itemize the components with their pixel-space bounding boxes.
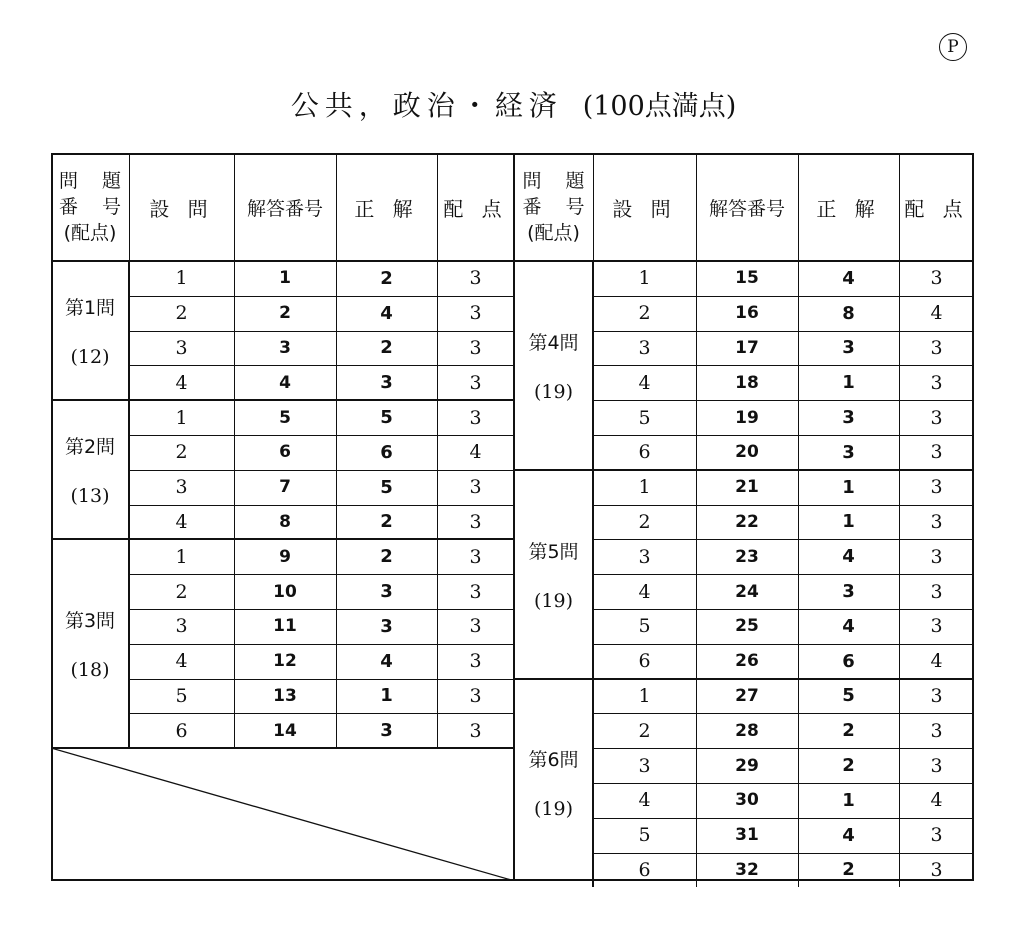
cell-points: 3 [469,650,482,673]
title-text: 公共，政治・経済 [290,89,563,122]
cell-question-number: 4 [638,371,651,394]
group-divider [514,469,974,471]
empty-area-diagonal [51,748,514,881]
cell-points: 3 [469,580,482,603]
cell-points: 3 [930,824,943,847]
group-label-right-1 [514,261,593,470]
cell-points: 3 [469,336,482,359]
row-line [593,853,974,854]
cell-answer-number: 17 [735,337,759,358]
group-label-left-2 [51,400,129,539]
cell-correct-answer: 6 [842,650,855,672]
cell-answer-number: 21 [735,477,759,498]
row-line [129,435,514,436]
cell-answer-number: 8 [279,511,291,532]
group-points: (18) [70,659,110,682]
header-col-line [593,153,594,261]
cell-answer-number: 30 [735,790,759,811]
cell-points: 3 [930,615,943,638]
cell-question-number: 3 [175,336,188,359]
header-col-line [437,153,438,261]
cell-points: 3 [930,545,943,568]
row-line [129,331,514,332]
group-divider [514,678,974,680]
cell-correct-answer: 3 [380,720,393,742]
header-left-points: 配 点 [443,196,508,221]
cell-answer-number: 4 [279,372,291,393]
cell-question-number: 3 [638,336,651,359]
cell-question-number: 6 [638,441,651,464]
cell-points: 4 [469,441,482,464]
row-line [593,331,974,332]
cell-correct-answer: 5 [380,407,393,429]
cell-points: 3 [930,476,943,499]
diagonal-line [51,748,514,881]
cell-question-number: 1 [638,476,651,499]
cell-question-number: 6 [175,719,188,742]
cell-question-number: 3 [638,754,651,777]
cell-answer-number: 25 [735,616,759,637]
cell-correct-answer: 2 [380,546,393,568]
cell-correct-answer: 1 [380,685,393,707]
cell-points: 3 [469,406,482,429]
group-name: 第6問 [528,749,579,772]
row-line [593,400,974,401]
cell-question-number: 4 [175,650,188,673]
cell-answer-number: 12 [273,651,297,672]
cell-correct-answer: 4 [842,546,855,568]
header-number_line1: 問 題 [58,170,131,192]
row-line [129,505,514,506]
header-number_line2: 番 号 [58,196,131,218]
row-line [593,435,974,436]
cell-correct-answer: 1 [842,511,855,533]
row-line [593,609,974,610]
cell-correct-answer: 4 [842,615,855,637]
cell-points: 3 [469,302,482,325]
group-points: (12) [70,346,110,369]
cell-question-number: 3 [175,476,188,499]
page-title [0,84,1027,128]
row-line [593,539,974,540]
cell-question-number: 1 [175,406,188,429]
group-divider [51,399,514,401]
cell-correct-answer: 4 [842,267,855,289]
cell-correct-answer: 1 [842,476,855,498]
row-line [129,296,514,297]
cell-question-number: 2 [638,719,651,742]
cell-question-number: 2 [175,441,188,464]
cell-correct-answer: 5 [380,476,393,498]
cell-answer-number: 16 [735,303,759,324]
header-right-question: 設 問 [612,196,677,221]
cell-correct-answer: 2 [380,511,393,533]
cell-correct-answer: 1 [842,789,855,811]
cell-question-number: 4 [638,580,651,603]
row-line [593,365,974,366]
cell-question-number: 4 [638,789,651,812]
cell-correct-answer: 6 [380,441,393,463]
cell-question-number: 2 [638,510,651,533]
header-col-line [696,153,697,261]
cell-answer-number: 14 [273,720,297,741]
cell-points: 3 [930,267,943,290]
cell-correct-answer: 2 [842,720,855,742]
cell-answer-number: 26 [735,651,759,672]
cell-correct-answer: 4 [380,650,393,672]
cell-answer-number: 24 [735,581,759,602]
group-points: (19) [533,589,573,612]
cell-answer-number: 32 [735,859,759,880]
header-right-correct: 正 解 [816,196,881,221]
cell-answer-number: 31 [735,825,759,846]
cell-answer-number: 19 [735,407,759,428]
cell-answer-number: 29 [735,755,759,776]
group-name: 第4問 [528,331,579,354]
row-line [593,713,974,714]
cell-question-number: 4 [175,510,188,533]
cell-correct-answer: 4 [380,302,393,324]
cell-question-number: 1 [638,267,651,290]
title-points: (100点満点) [582,91,737,122]
cell-question-number: 1 [175,545,188,568]
cell-correct-answer: 3 [380,581,393,603]
cell-points: 3 [930,336,943,359]
cell-question-number: 5 [638,824,651,847]
cell-answer-number: 23 [735,546,759,567]
answer-table [51,153,974,881]
cell-points: 3 [930,719,943,742]
cell-points: 3 [469,545,482,568]
cell-points: 3 [469,476,482,499]
cell-answer-number: 27 [735,685,759,706]
cell-points: 3 [930,441,943,464]
group-name: 第5問 [528,540,579,563]
cell-points: 3 [469,684,482,707]
group-label-left-3 [51,539,129,748]
cell-points: 4 [930,302,943,325]
row-line [593,574,974,575]
cell-correct-answer: 3 [842,407,855,429]
row-line [593,783,974,784]
header-number_line2: 番 号 [522,196,594,218]
row-line [129,713,514,714]
group-name: 第2問 [64,436,116,459]
cell-answer-number: 28 [735,720,759,741]
cell-correct-answer: 4 [842,824,855,846]
cell-question-number: 4 [175,371,188,394]
row-line [593,818,974,819]
header-number_line1: 問 題 [522,170,594,192]
cell-answer-number: 10 [273,581,297,602]
cell-correct-answer: 1 [842,372,855,394]
cell-question-number: 5 [638,615,651,638]
cell-points: 3 [469,615,482,638]
cell-correct-answer: 2 [842,859,855,881]
group-name: 第3問 [64,610,116,633]
cell-question-number: 5 [638,406,651,429]
cell-correct-answer: 2 [380,337,393,359]
cell-answer-number: 18 [735,372,759,393]
cell-points: 3 [930,580,943,603]
cell-correct-answer: 5 [842,685,855,707]
row-line [593,296,974,297]
group-label-left-1 [51,261,129,400]
header-left-problem-number [51,153,129,261]
cell-question-number: 2 [175,580,188,603]
cell-answer-number: 22 [735,511,759,532]
cell-answer-number: 3 [279,337,291,358]
cell-correct-answer: 3 [842,441,855,463]
row-line [593,505,974,506]
header-number_line3: (配点) [63,222,117,244]
cell-question-number: 3 [175,615,188,638]
header-col-line [129,153,130,261]
cell-answer-number: 5 [279,407,291,428]
cell-correct-answer: 3 [380,372,393,394]
header-col-line [234,153,235,261]
cell-question-number: 2 [638,302,651,325]
header-col-line [899,153,900,261]
group-name: 第1問 [64,297,116,320]
group-points: (13) [70,485,110,508]
cell-answer-number: 1 [279,268,291,289]
cell-answer-number: 13 [273,685,297,706]
row-line [129,609,514,610]
cell-correct-answer: 3 [380,615,393,637]
cell-answer-number: 7 [279,477,291,498]
cell-points: 3 [930,754,943,777]
cell-question-number: 2 [175,302,188,325]
row-line [593,644,974,645]
row-line [129,679,514,680]
row-line [129,470,514,471]
cell-correct-answer: 8 [842,302,855,324]
cell-question-number: 6 [638,650,651,673]
header-right-points: 配 点 [904,196,969,221]
header-left-correct: 正 解 [354,196,419,221]
header-col-line [798,153,799,261]
cell-points: 3 [930,858,943,881]
group-points: (19) [533,380,573,403]
cell-answer-number: 6 [279,442,291,463]
cell-points: 3 [469,510,482,533]
cell-correct-answer: 3 [842,581,855,603]
cell-answer-number: 20 [735,442,759,463]
group-divider [51,538,514,540]
cell-answer-number: 2 [279,303,291,324]
group-label-right-3 [514,679,593,888]
header-number_line3: (配点) [527,222,580,244]
cell-points: 3 [469,267,482,290]
cell-correct-answer: 3 [842,337,855,359]
row-line [593,748,974,749]
header-right-answer-number: 解答番号 [708,197,785,220]
cell-question-number: 3 [638,545,651,568]
group-label-right-2 [514,470,593,679]
group-points: (19) [533,798,573,821]
cell-points: 3 [930,371,943,394]
cell-answer-number: 15 [735,268,759,289]
cell-question-number: 6 [638,858,651,881]
cell-points: 4 [930,650,943,673]
cell-points: 4 [930,789,943,812]
cell-question-number: 1 [175,267,188,290]
header-left-answer-number: 解答番号 [246,197,323,220]
page-mark-p: P [939,33,967,61]
cell-correct-answer: 2 [380,267,393,289]
cell-answer-number: 9 [279,546,291,567]
header-left-question: 設 問 [149,196,214,221]
cell-points: 3 [469,719,482,742]
row-line [129,644,514,645]
header-col-line [336,153,337,261]
row-line [129,574,514,575]
cell-points: 3 [930,684,943,707]
cell-correct-answer: 2 [842,755,855,777]
header-right-problem-number [514,153,593,261]
cell-question-number: 5 [175,684,188,707]
row-line [129,365,514,366]
cell-answer-number: 11 [273,616,297,637]
cell-points: 3 [469,371,482,394]
cell-points: 3 [930,406,943,429]
cell-points: 3 [930,510,943,533]
cell-question-number: 1 [638,684,651,707]
